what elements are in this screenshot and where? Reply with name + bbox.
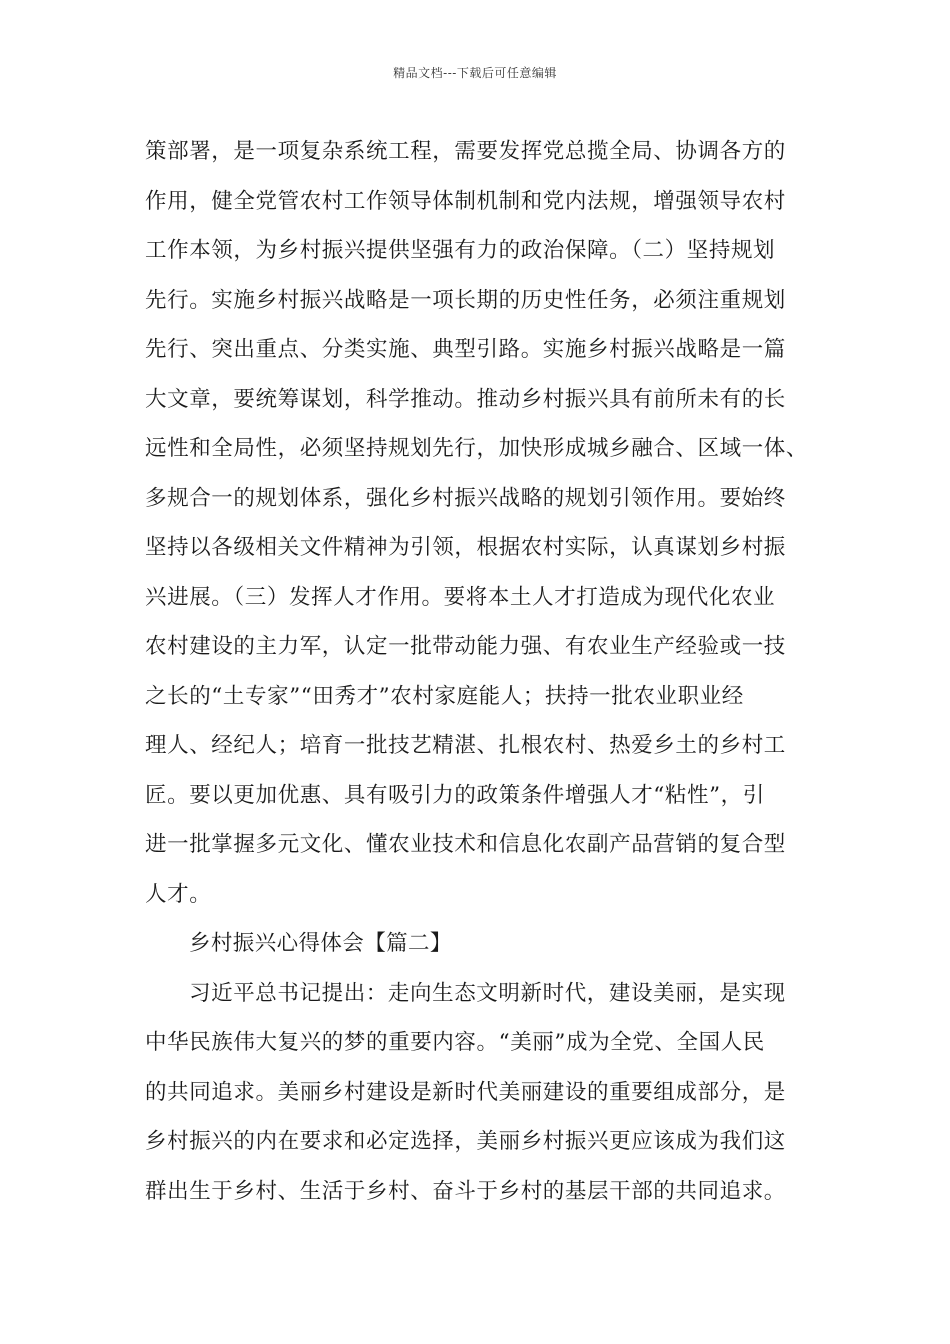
text-line: 中华民族伟大复兴的梦的重要内容。“美丽”成为全党、全国人民 — [145, 1030, 765, 1055]
text-line: 先行。实施乡村振兴战略是一项长期的历史性任务，必须注重规划 — [145, 287, 786, 313]
text-line: 农村建设的主力军，认定一批带动能力强、有农业生产经验或一技 — [145, 634, 786, 659]
text-line: 坚持以各级相关文件精神为引领，根据农村实际，认真谋划乡村振 — [145, 535, 786, 560]
text-line: 进一批掌握多元文化、懂农业技术和信息化农副产品营销的复合型 — [145, 832, 786, 857]
text-line: 工作本领，为乡村振兴提供坚强有力的政治保障。（二）坚持规划 — [145, 238, 776, 263]
text-line: 之长的“土专家”“田秀才”农村家庭能人；扶持一批农业职业经 — [145, 683, 744, 709]
text-line: 远性和全局性，必须坚持规划先行，加快形成城乡融合、区域一体、 — [145, 436, 809, 461]
text-line: 的共同追求。美丽乡村建设是新时代美丽建设的重要组成部分，是 — [145, 1079, 786, 1105]
text-line: 习近平总书记提出：走向生态文明新时代，建设美丽，是实现 — [189, 980, 786, 1006]
text-line: 乡村振兴的内在要求和必定选择，美丽乡村振兴更应该成为我们这 — [145, 1129, 786, 1154]
text-line: 群出生于乡村、生活于乡村、奋斗于乡村的基层干部的共同追求。 — [145, 1178, 786, 1204]
text-line: 理人、经纪人；培育一批技艺精湛、扎根农村、热爱乡土的乡村工 — [145, 733, 786, 758]
text-line: 人才。 — [145, 881, 212, 907]
section-heading: 乡村振兴心得体会【篇二】 — [189, 931, 452, 956]
text-line: 匠。要以更加优惠、具有吸引力的政策条件增强人才“粘性”，引 — [145, 782, 765, 808]
page-header: 精品文档---下载后可任意编辑 — [393, 66, 557, 80]
text-line: 多规合一的规划体系，强化乡村振兴战略的规划引领作用。要始终 — [145, 485, 786, 511]
text-line: 作用，健全党管农村工作领导体制机制和党内法规，增强领导农村 — [145, 188, 786, 214]
text-line: 大文章，要统筹谋划，科学推动。推动乡村振兴具有前所未有的长 — [145, 386, 786, 412]
text-line: 兴进展。（三）发挥人才作用。要将本土人才打造成为现代化农业 — [145, 584, 776, 610]
text-line: 先行、突出重点、分类实施、典型引路。实施乡村振兴战略是一篇 — [145, 337, 786, 362]
document-body — [145, 130, 815, 1219]
text-line: 策部署，是一项复杂系统工程，需要发挥党总揽全局、协调各方的 — [145, 139, 786, 164]
